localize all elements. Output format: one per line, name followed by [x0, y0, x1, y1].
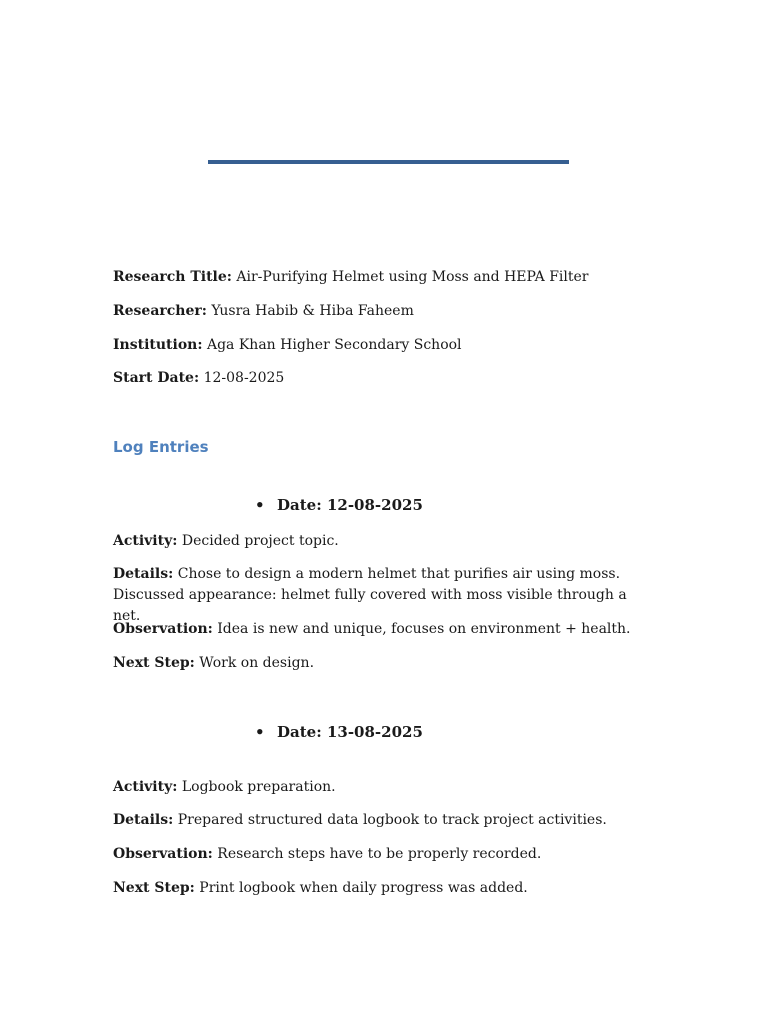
activity-value: Logbook preparation.: [181, 779, 336, 795]
entry-next-step: [113, 878, 673, 899]
next-step-value: Work on design.: [199, 655, 315, 671]
entry-activity: [113, 531, 673, 552]
observation-value: Research steps have to be properly recorded.: [217, 846, 542, 862]
observation-value: Idea is new and unique, focuses on environment + health.: [217, 621, 631, 637]
entry-details: [113, 564, 648, 627]
details-value: Prepared structured data logbook to track project activities.: [177, 812, 607, 828]
bullet-icon: •: [255, 496, 265, 514]
details-label: Details:: [113, 566, 174, 582]
research-title-value: Air-Purifying Helmet using Moss and HEPA Filter: [236, 269, 589, 285]
details-value: Chose to design a modern helmet that purifies air using moss. Discussed appearance: helmet fully covered with moss visible through a net.: [113, 566, 627, 624]
activity-value: Decided project topic.: [181, 533, 339, 549]
activity-label: Activity:: [113, 779, 178, 795]
entry-date-label: Date: 12-08-2025: [277, 496, 423, 514]
entry-observation: [113, 619, 673, 640]
institution-line: [113, 335, 673, 356]
start-date-label: Start Date:: [113, 370, 200, 386]
researcher-line: [113, 301, 673, 322]
entry-date: [255, 723, 423, 741]
next-step-value: Print logbook when daily progress was added.: [199, 880, 528, 896]
observation-label: Observation:: [113, 621, 213, 637]
entry-details: [113, 810, 673, 831]
entry-date-label: Date: 13-08-2025: [277, 723, 423, 741]
details-label: Details:: [113, 812, 174, 828]
institution-value: Aga Khan Higher Secondary School: [206, 337, 462, 353]
research-title-line: [113, 267, 673, 288]
start-date-value: 12-08-2025: [203, 370, 285, 386]
observation-label: Observation:: [113, 846, 213, 862]
next-step-label: Next Step:: [113, 655, 195, 671]
log-entries-heading: Log Entries: [113, 438, 209, 456]
entry-date: [255, 496, 423, 514]
title-rule: [208, 160, 569, 164]
entry-next-step: [113, 653, 673, 674]
research-title-label: Research Title:: [113, 269, 232, 285]
researcher-value: Yusra Habib & Hiba Faheem: [211, 303, 414, 319]
researcher-label: Researcher:: [113, 303, 207, 319]
bullet-icon: •: [255, 723, 265, 741]
next-step-label: Next Step:: [113, 880, 195, 896]
entry-activity: [113, 777, 673, 798]
institution-label: Institution:: [113, 337, 203, 353]
activity-label: Activity:: [113, 533, 178, 549]
entry-observation: [113, 844, 673, 865]
start-date-line: [113, 368, 673, 389]
